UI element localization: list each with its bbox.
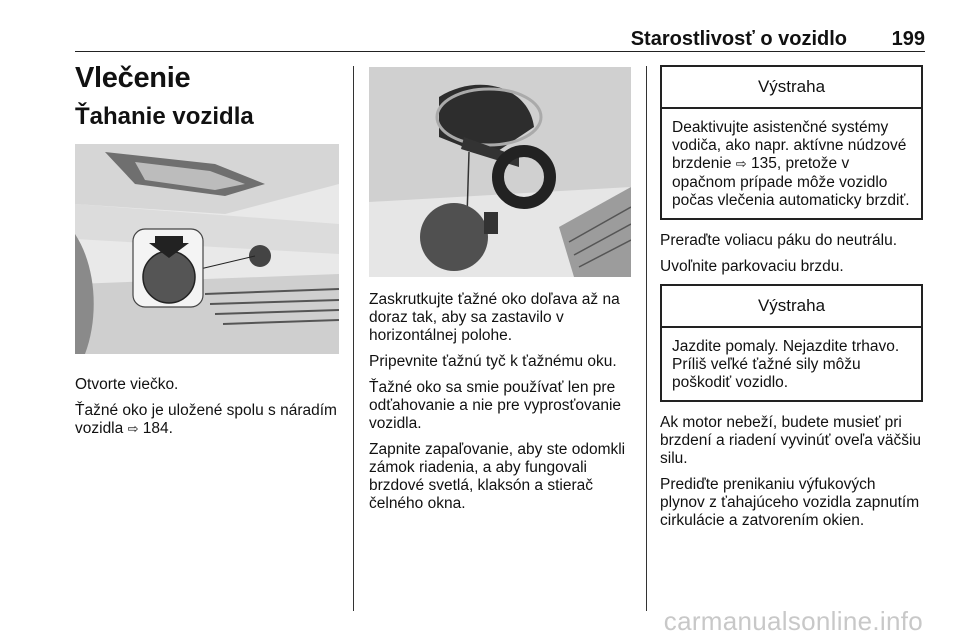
warning-title: Výstraha: [662, 67, 921, 109]
tow-eye-figure: [369, 67, 631, 277]
warning-text: Jazdite pomaly. Nejazdite trhavo. Príliš veľké ťažné sily môžu poškodiť vozidlo.: [672, 338, 900, 391]
paragraph-list: [369, 291, 634, 513]
column-divider: [646, 66, 647, 611]
paragraph: Uvoľnite parkovaciu brzdu.: [660, 258, 844, 275]
paragraph: Zapnite zapaľovanie, aby ste odomkli zámok riadenia, a aby fungovali brzdové svetlá, klaksón a stierač čelného okna.: [369, 441, 626, 512]
paragraph: Ak motor nebeží, budete musieť pri brzdení a riadení vyvinúť oveľa väčšiu silu.: [660, 414, 922, 467]
column-left: [75, 60, 341, 447]
header-rule: [75, 51, 925, 52]
tow-cover-shape: [420, 203, 488, 271]
warning-text: Deaktivujte asistenčné systémy vodiča, ako napr. aktívne núdzové brzdenie ⇨ 135, pretože v opačnom prípade môže vozidlo počas vlečenia automaticky brzdiť.: [672, 119, 910, 209]
tow-cover-shape: [249, 245, 271, 267]
page-header: [75, 22, 925, 52]
paragraph: Prediďte prenikaniu výfukových plynov z ťahajúceho vozidla zapnutím cirkulácie a zatvorením okien.: [660, 476, 920, 529]
paragraph: Ťažné oko sa smie používať len pre odťahovanie a nie pre vyprosťovanie vozidla.: [369, 379, 622, 432]
warning-box: [660, 65, 923, 220]
page-number: 199: [891, 28, 925, 50]
paragraph: Pripevnite ťažnú tyč k ťažnému oku.: [369, 353, 617, 370]
front-bumper-figure: [75, 144, 339, 354]
reference-arrow-icon: ⇨: [127, 422, 139, 437]
watermark: carmanualsonline.info: [663, 606, 923, 636]
column-divider: [353, 66, 354, 611]
warning-title: Výstraha: [662, 286, 921, 328]
subsection-heading: Ťahanie vozidla: [75, 103, 254, 130]
paragraph: Preraďte voliacu páku do neutrálu.: [660, 232, 898, 249]
warning-box: [660, 284, 923, 402]
reference-arrow-icon: ⇨: [735, 157, 747, 172]
column-middle: [369, 60, 634, 521]
paragraph: Otvorte viečko.: [75, 376, 179, 393]
header-title: Starostlivosť o vozidlo: [630, 28, 847, 50]
column-right: [660, 65, 923, 538]
paragraph: Zaskrutkujte ťažné oko doľava až na doraz tak, aby sa zastavilo v horizontálnej polohe.: [369, 291, 620, 344]
paragraph: Ťažné oko je uložené spolu s náradím vozidla ⇨ 184.: [75, 402, 337, 437]
section-heading: Vlečenie: [75, 62, 191, 94]
